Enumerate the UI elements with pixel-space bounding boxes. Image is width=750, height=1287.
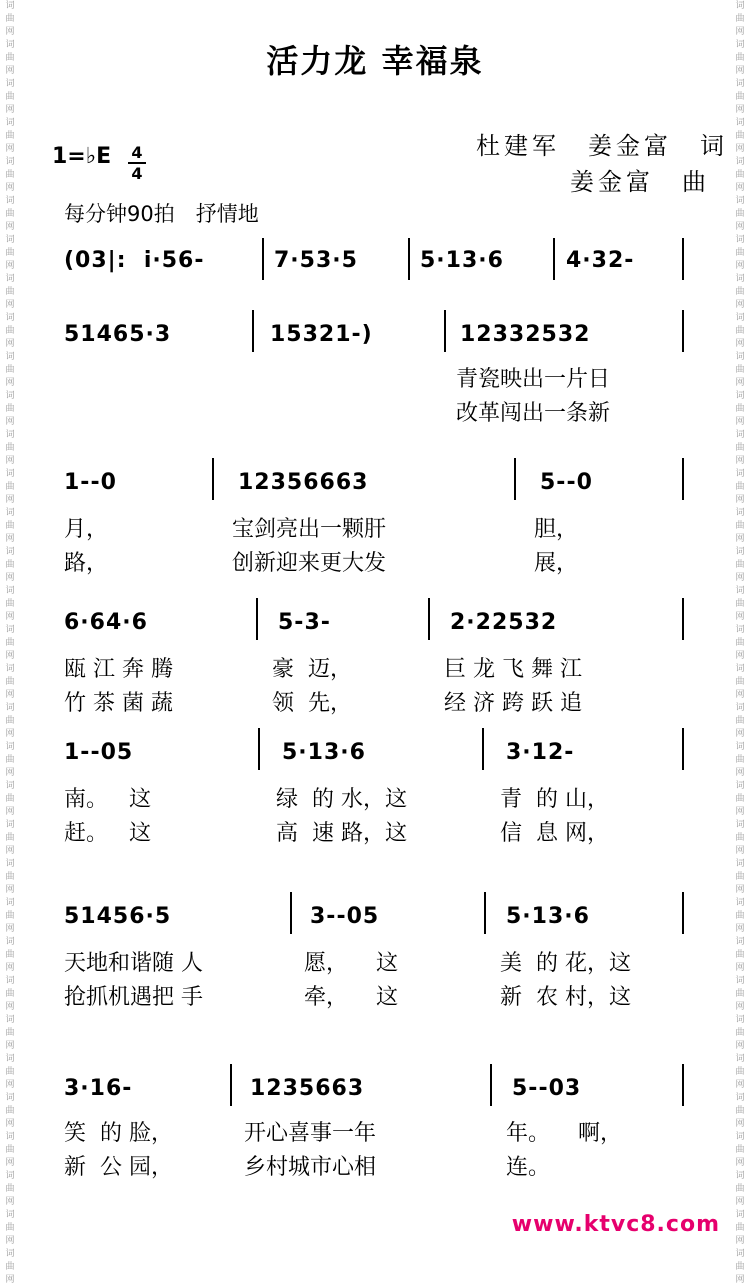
notes-row-0-measure-1: 7·53·5 xyxy=(274,248,358,273)
lyrics2-row-4-measure-1: 高 速 路，这 xyxy=(276,821,407,846)
lyrics1-row-4-measure-2: 青 的 山， xyxy=(500,787,609,812)
song-title: 活力龙 幸福泉 xyxy=(266,42,484,80)
lyrics1-row-5-measure-0: 天地和谐随 人 xyxy=(64,951,203,976)
barline xyxy=(682,598,684,640)
lyrics2-row-4-measure-0: 赶。 这 xyxy=(64,821,151,846)
notes-row-2-measure-0: 1--0 xyxy=(64,470,117,495)
composer-credit: 姜金富 曲 xyxy=(570,168,710,196)
notes-row-6-measure-2: 5--03 xyxy=(512,1076,582,1101)
notes-row-6-measure-1: 1235663 xyxy=(250,1076,365,1101)
lyrics2-row-5-measure-0: 抢抓机遇把 手 xyxy=(64,985,203,1010)
watermark-right: 词曲网 词曲网 词曲网 词曲网 词曲网 词曲网 词曲网 词曲网 词曲网 词曲网 词曲网 词曲网 词曲网 词曲网 词曲网 词曲网 词曲网 词曲网 词曲网 词曲网 词曲网 词曲网 词曲网 词曲网 词曲网 词曲网 词曲网 词曲网 词曲网 词曲网 词曲网 词曲网 词曲网 xyxy=(735,1,745,1285)
lyrics2-row-6-measure-1: 乡村城市心相 xyxy=(244,1155,377,1180)
time-signature-top: 4 xyxy=(131,143,143,162)
barline xyxy=(258,728,260,770)
barline xyxy=(230,1064,232,1106)
notes-row-3-measure-1: 5-3- xyxy=(278,610,331,635)
lyrics1-row-6-measure-2: 年。 啊， xyxy=(506,1121,622,1146)
lyrics1-row-2-measure-1: 宝剑亮出一颗肝 xyxy=(232,517,387,542)
notes-row-0-measure-2: 5·13·6 xyxy=(420,248,504,273)
lyrics2-row-3-measure-2: 经 济 跨 跃 追 xyxy=(444,691,582,716)
barline xyxy=(212,458,214,500)
barline xyxy=(514,458,516,500)
lyrics2-row-3-measure-1: 领 先， xyxy=(272,691,352,716)
notes-row-4-measure-2: 3·12- xyxy=(506,740,575,765)
lyrics1-row-4-measure-0: 南。 这 xyxy=(64,787,151,812)
barline xyxy=(482,728,484,770)
lyrics2-row-5-measure-1: 牵， 这 xyxy=(304,985,398,1010)
barline xyxy=(682,310,684,352)
lyrics1-row-1-measure-2: 青瓷映出一片日 xyxy=(456,367,611,392)
lyrics1-row-5-measure-1: 愿， 这 xyxy=(304,951,398,976)
barline xyxy=(682,892,684,934)
lyrics1-row-3-measure-1: 豪 迈， xyxy=(272,657,352,682)
barline xyxy=(408,238,410,280)
time-signature-bottom: 4 xyxy=(131,164,143,183)
watermark-left: 词曲网 词曲网 词曲网 词曲网 词曲网 词曲网 词曲网 词曲网 词曲网 词曲网 词曲网 词曲网 词曲网 词曲网 词曲网 词曲网 词曲网 词曲网 词曲网 词曲网 词曲网 词曲网 词曲网 词曲网 词曲网 词曲网 词曲网 词曲网 词曲网 词曲网 词曲网 词曲网 词曲网 xyxy=(5,1,15,1285)
tempo-marking: 每分钟90拍 抒情地 xyxy=(64,202,259,226)
lyrics2-row-2-measure-1: 创新迎来更大发 xyxy=(232,551,387,576)
notes-row-3-measure-2: 2·22532 xyxy=(450,610,558,635)
barline xyxy=(428,598,430,640)
notes-row-4-measure-1: 5·13·6 xyxy=(282,740,366,765)
lyrics2-row-5-measure-2: 新 农 村，这 xyxy=(500,985,631,1010)
key-signature: 1=♭E xyxy=(52,144,112,169)
barline xyxy=(553,238,555,280)
barline xyxy=(682,238,684,280)
notes-row-5-measure-2: 5·13·6 xyxy=(506,904,590,929)
notes-row-6-measure-0: 3·16- xyxy=(64,1076,133,1101)
lyrics1-row-4-measure-1: 绿 的 水，这 xyxy=(276,787,407,812)
barline xyxy=(484,892,486,934)
notes-row-4-measure-0: 1--05 xyxy=(64,740,134,765)
notes-row-0-measure-3: 4·32- xyxy=(566,248,635,273)
barline xyxy=(682,728,684,770)
notes-row-1-measure-1: 15321-) xyxy=(270,322,373,347)
notes-row-0-measure-0: (03|: i·56- xyxy=(64,248,205,273)
barline xyxy=(682,458,684,500)
barline xyxy=(262,238,264,280)
notes-row-3-measure-0: 6·64·6 xyxy=(64,610,148,635)
website-link[interactable]: www.ktvc8.com xyxy=(511,1212,720,1237)
notes-row-1-measure-2: 12332532 xyxy=(460,322,591,347)
lyrics2-row-3-measure-0: 竹 茶 菌 蔬 xyxy=(64,691,173,716)
barline xyxy=(256,598,258,640)
lyrics1-row-2-measure-2: 胆， xyxy=(534,517,579,542)
lyricist-credit: 杜建军 姜金富 词 xyxy=(476,132,728,160)
lyrics2-row-2-measure-2: 展， xyxy=(534,551,579,576)
lyrics1-row-6-measure-0: 笑 的 脸， xyxy=(64,1121,173,1146)
lyrics1-row-2-measure-0: 月， xyxy=(64,517,109,542)
barline xyxy=(682,1064,684,1106)
barline xyxy=(444,310,446,352)
lyrics1-row-6-measure-1: 开心喜事一年 xyxy=(244,1121,377,1146)
notes-row-5-measure-1: 3--05 xyxy=(310,904,380,929)
barline xyxy=(490,1064,492,1106)
barline xyxy=(290,892,292,934)
barline xyxy=(252,310,254,352)
time-signature xyxy=(128,144,146,182)
notes-row-5-measure-0: 51456·5 xyxy=(64,904,172,929)
notes-row-1-measure-0: 51465·3 xyxy=(64,322,172,347)
lyrics2-row-2-measure-0: 路， xyxy=(64,551,109,576)
lyrics2-row-6-measure-0: 新 公 园， xyxy=(64,1155,173,1180)
lyrics1-row-5-measure-2: 美 的 花，这 xyxy=(500,951,631,976)
lyrics1-row-3-measure-2: 巨 龙 飞 舞 江 xyxy=(444,657,582,682)
lyrics2-row-6-measure-2: 连。 xyxy=(506,1155,551,1180)
lyrics2-row-1-measure-2: 改革闯出一条新 xyxy=(456,401,611,426)
lyrics2-row-4-measure-2: 信 息 网， xyxy=(500,821,609,846)
lyrics1-row-3-measure-0: 瓯 江 奔 腾 xyxy=(64,657,173,682)
notes-row-2-measure-2: 5--0 xyxy=(540,470,593,495)
notes-row-2-measure-1: 12356663 xyxy=(238,470,369,495)
